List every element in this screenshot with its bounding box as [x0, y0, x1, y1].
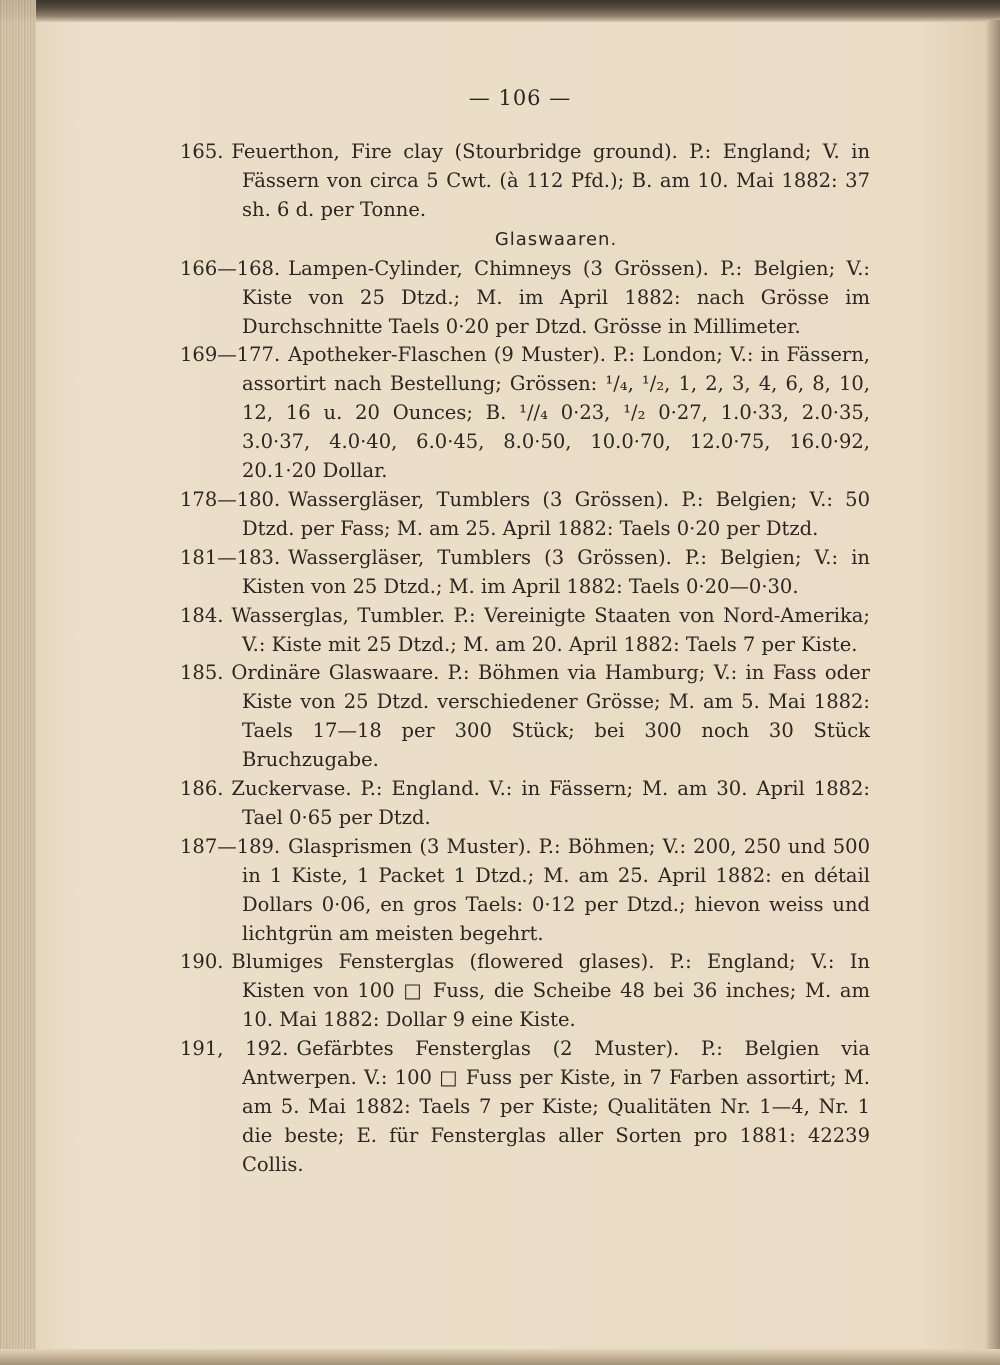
entry-181-183: [180, 544, 870, 602]
entry-number: 169—177.: [180, 343, 281, 367]
entry-number: 185.: [180, 661, 224, 685]
entry-number: 190.: [180, 950, 224, 974]
entry-number: 165.: [180, 140, 224, 163]
entry-number: 181—183.: [180, 545, 281, 569]
entry-text: Wassergläser, Tumblers (3 Grössen). P.: Belgien; V.: in Kisten von 25 Dtzd.; M. im April 1882: Taels 0·20—0·30.: [242, 545, 870, 598]
entry-text: Glasprismen (3 Muster). P.: Böhmen; V.: 200, 250 und 500 in 1 Kiste, 1 Packet 1 Dtzd.; M. am 25. April 1882: en détail Dollars 0·06, en gros Taels: 0·12 per Dtzd.; hievon weiss und lichtgrün am meisten begehrt.: [242, 834, 870, 945]
page-number: — 106 —: [468, 86, 572, 110]
entry-number: 191, 192.: [180, 1037, 289, 1061]
entry-text: Feuerthon, Fire clay (Stourbridge ground). P.: England; V. in Fässern von circa 5 Cwt. (à 112 Pfd.); B. am 10. Mai 1882: 37 sh. 6 d. per Tonne.: [231, 140, 870, 221]
entry-178-180: [180, 486, 870, 544]
page-right-edge: [986, 20, 1000, 1365]
entry-187-189: [180, 833, 870, 949]
entry-text: Gefärbtes Fensterglas (2 Muster). P.: Belgien via Antwerpen. V.: 100 □ Fuss per Kiste, in 7 Farben assortirt; M. am 5. Mai 1882: Taels 7 per Kiste; Qualitäten Nr. 1—4, Nr. 1 die beste; E. für Fensterglas aller Sorten pro 1881: 42239 Collis.: [242, 1037, 870, 1176]
entry-number: 178—180.: [180, 487, 281, 511]
entry-number: 186.: [180, 777, 224, 801]
entry-text: Apotheker-Flaschen (9 Muster). P.: London; V.: in Fässern, assortirt nach Bestellung; Grössen: ¹/₄, ¹/₂, 1, 2, 3, 4, 6, 8, 10, 12, 16 u. 20 Ounces; B. ¹//₄ 0·23, ¹/₂ 0·27, 1.0·33, 2.0·35, 3.0·37, 4.0·40, 6.0·45, 8.0·50, 10.0·70, 12.0·75, 16.0·92, 20.1·20 Dollar.: [242, 343, 870, 483]
entry-text: Blumiges Fensterglas (flowered glases). P.: England; V.: In Kisten von 100 □ Fuss, die Scheibe 48 bei 36 inches; M. am 10. Mai 1882: Dollar 9 eine Kiste.: [231, 950, 870, 1032]
entry-166-168: [180, 255, 870, 342]
entry-169-177: [180, 341, 870, 486]
book-binding-edge: [0, 0, 36, 1365]
entry-number: 187—189.: [180, 834, 281, 858]
catalog-entries: [180, 138, 870, 1180]
entry-text: Wassergläser, Tumblers (3 Grössen). P.: Belgien; V.: 50 Dtzd. per Fass; M. am 25. April 1882: Taels 0·20 per Dtzd.: [242, 487, 870, 540]
entry-text: Lampen-Cylinder, Chimneys (3 Grössen). P.: Belgien; V.: Kiste von 25 Dtzd.; M. im April 1882: nach Grösse im Durchschnitte Taels 0·20 per Dtzd. Grösse in Millimeter.: [242, 256, 870, 338]
entry-185: [180, 659, 870, 775]
section-heading: Glaswaaren.: [494, 228, 618, 250]
entry-number: 184.: [180, 603, 224, 627]
entry-186: [180, 775, 870, 833]
entry-190: [180, 948, 870, 1035]
entry-number: 166—168.: [180, 256, 281, 280]
book-top-edge: [0, 0, 1000, 22]
entry-184: [180, 602, 870, 660]
entry-text: Wasserglas, Tumbler. P.: Vereinigte Staaten von Nord-Amerika; V.: Kiste mit 25 Dtzd.; M. am 20. April 1882: Taels 7 per Kiste.: [231, 603, 870, 656]
page-bottom-edge: [0, 1349, 1000, 1365]
entry-text: Zuckervase. P.: England. V.: in Fässern; M. am 30. April 1882: Tael 0·65 per Dtzd.: [231, 777, 870, 829]
entry-191-192: [180, 1035, 870, 1180]
entry-165: [180, 138, 870, 225]
entry-text: Ordinäre Glaswaare. P.: Böhmen via Hamburg; V.: in Fass oder Kiste von 25 Dtzd. verschiedener Grösse; M. am 5. Mai 1882: Taels 17—18 per 300 Stück; bei 300 noch 30 Stück Bruchzugabe.: [231, 661, 870, 772]
